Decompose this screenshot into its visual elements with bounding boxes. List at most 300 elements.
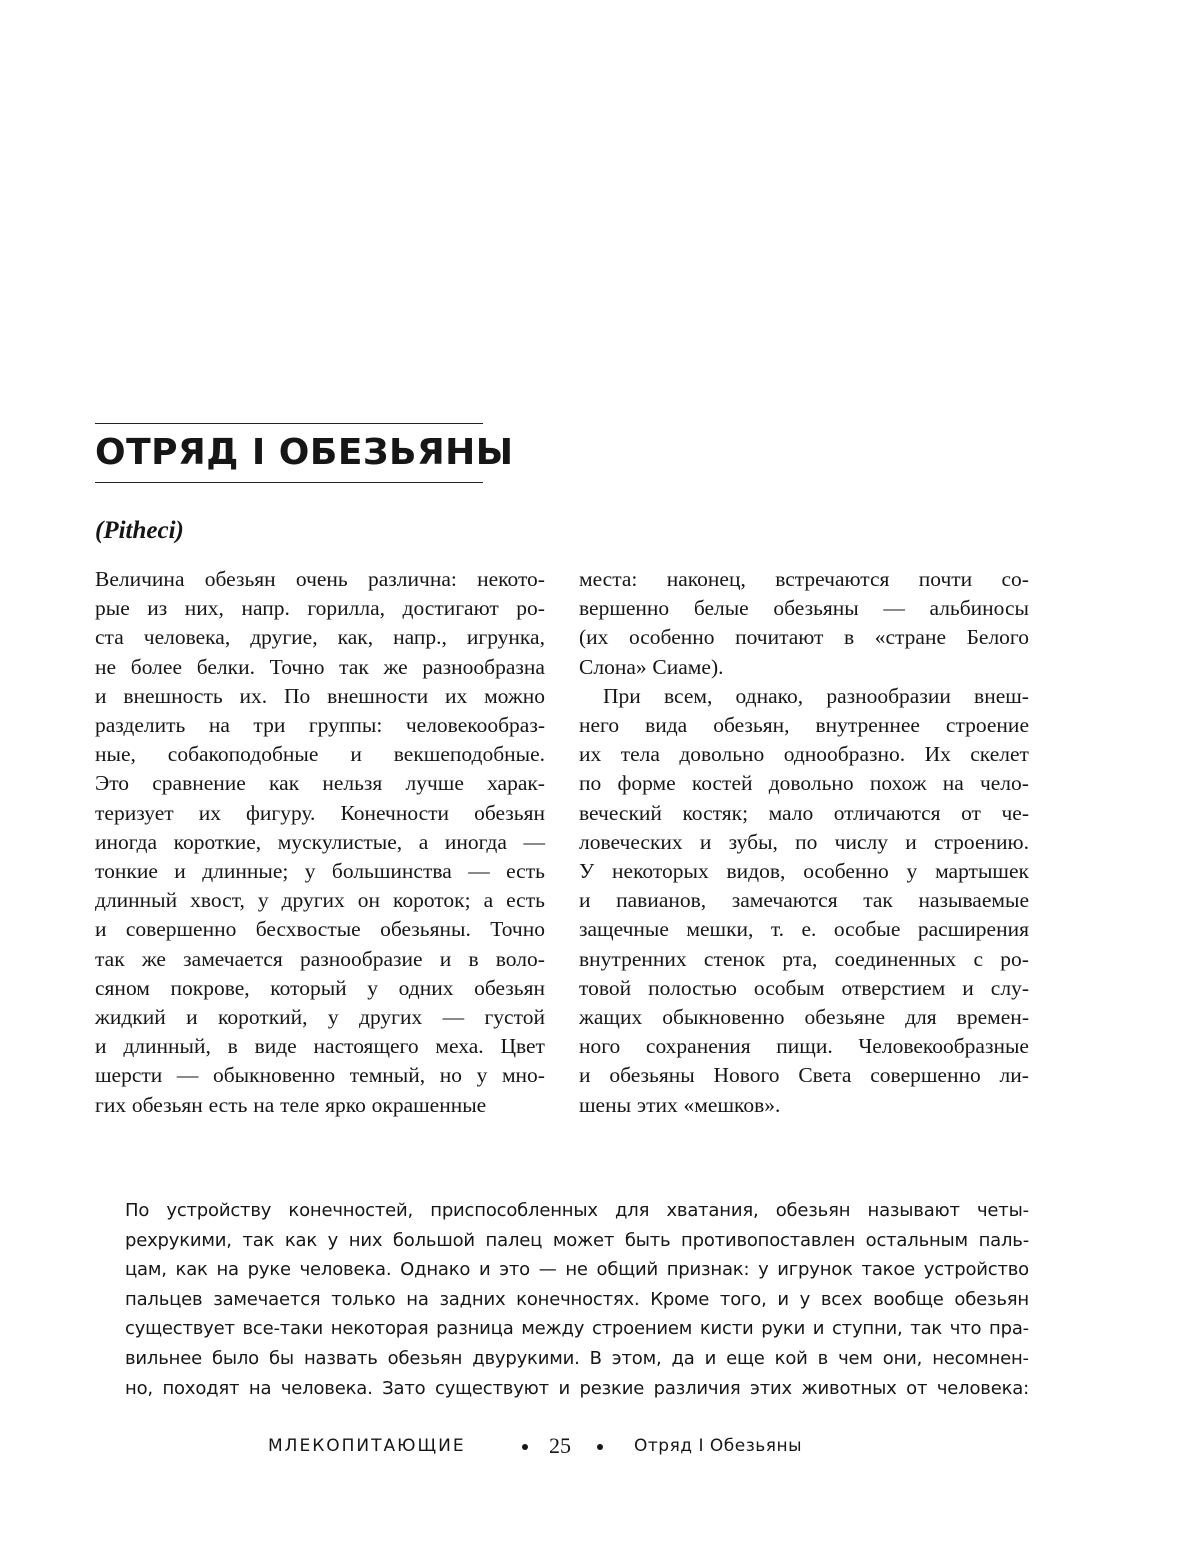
word: кисти bbox=[699, 1318, 754, 1340]
word: и bbox=[699, 829, 712, 854]
word: рые bbox=[95, 596, 130, 621]
text-line bbox=[579, 974, 1029, 1003]
word: сохранения bbox=[645, 1034, 751, 1059]
text-line bbox=[95, 1091, 545, 1120]
word: внеш- bbox=[974, 683, 1029, 708]
word: горилла, bbox=[307, 596, 386, 621]
word: и bbox=[777, 1288, 789, 1310]
word: как bbox=[284, 1229, 318, 1251]
word: Точно bbox=[490, 917, 545, 942]
word: хвост, bbox=[190, 888, 245, 913]
word: них, bbox=[184, 596, 224, 621]
word: ро- bbox=[516, 596, 545, 621]
word: — bbox=[883, 596, 905, 621]
word: виде bbox=[254, 1034, 297, 1059]
text-line bbox=[125, 1226, 1029, 1256]
word: форме bbox=[617, 771, 676, 796]
text-line bbox=[125, 1314, 1029, 1344]
word: у bbox=[304, 859, 316, 884]
text-line bbox=[125, 1344, 1029, 1374]
footer-section-title: МЛЕКОПИТАЮЩИЕ bbox=[268, 1436, 466, 1456]
word: приспособленных bbox=[430, 1200, 598, 1221]
word: меха. bbox=[435, 1034, 484, 1059]
word: только bbox=[331, 1288, 396, 1310]
word: вильнее bbox=[125, 1347, 202, 1369]
text-line bbox=[579, 857, 1029, 886]
word: шены bbox=[579, 1092, 632, 1117]
word: длинный, bbox=[123, 1034, 211, 1059]
text-line bbox=[95, 1032, 545, 1061]
word: группы: bbox=[308, 713, 383, 738]
word: кой bbox=[774, 1347, 808, 1369]
text-line bbox=[95, 594, 545, 623]
word: обезьян bbox=[204, 567, 276, 591]
word: пра- bbox=[989, 1318, 1029, 1340]
word: внутренних bbox=[579, 946, 687, 971]
text-line bbox=[125, 1374, 1029, 1404]
word: — bbox=[176, 1063, 199, 1088]
paragraph bbox=[125, 1196, 1029, 1403]
word: веческий bbox=[579, 800, 662, 825]
text-line bbox=[95, 653, 545, 682]
word: густой bbox=[484, 1005, 545, 1030]
word: Нового bbox=[713, 1063, 780, 1088]
word: у bbox=[327, 1229, 339, 1251]
word: в bbox=[844, 625, 855, 650]
word: как bbox=[269, 771, 300, 796]
word: обезьян bbox=[775, 1200, 851, 1221]
word: да bbox=[671, 1347, 695, 1369]
word: Зато bbox=[382, 1377, 426, 1399]
word: встречаются bbox=[775, 567, 890, 591]
word: несомнен- bbox=[932, 1347, 1029, 1369]
text-line bbox=[579, 1003, 1029, 1032]
text-line bbox=[95, 828, 545, 857]
word: костей bbox=[691, 771, 753, 796]
chapter-heading: ОТРЯД I ОБЕЗЬЯНЫ bbox=[95, 432, 514, 473]
word: короток; bbox=[392, 888, 471, 913]
word: а bbox=[418, 829, 429, 854]
word: назвать bbox=[303, 1347, 378, 1369]
word: так bbox=[863, 888, 893, 913]
text-line bbox=[579, 828, 1029, 857]
word: Величина bbox=[95, 567, 185, 591]
word: полостью bbox=[648, 975, 737, 1000]
word: так bbox=[242, 1229, 275, 1251]
word: игрунок bbox=[777, 1259, 853, 1281]
word: обезьяны bbox=[773, 596, 859, 621]
text-line bbox=[95, 974, 545, 1003]
word: человека. bbox=[280, 1377, 373, 1399]
text-line bbox=[95, 886, 545, 915]
text-line bbox=[579, 915, 1029, 944]
word: конечностей, bbox=[288, 1200, 414, 1221]
word: обезьян bbox=[474, 975, 545, 1000]
word: на bbox=[253, 1092, 275, 1117]
word: не bbox=[565, 1259, 588, 1281]
word: Белого bbox=[966, 625, 1029, 650]
word: почитают bbox=[735, 625, 824, 650]
word: у bbox=[367, 975, 379, 1000]
bottom-paragraph bbox=[125, 1196, 1029, 1403]
word: жидкий bbox=[95, 1005, 166, 1030]
text-line bbox=[579, 740, 1029, 769]
text-line bbox=[95, 740, 545, 769]
word: и bbox=[186, 1005, 198, 1030]
footer-chapter-title: Отряд I Обезьяны bbox=[634, 1436, 803, 1456]
word: в bbox=[227, 1034, 238, 1059]
word: По bbox=[125, 1200, 150, 1221]
word: но bbox=[439, 1063, 462, 1088]
word: еще bbox=[726, 1347, 765, 1369]
word: и bbox=[812, 1318, 825, 1340]
word: задних bbox=[439, 1288, 506, 1310]
word: со- bbox=[1001, 567, 1029, 591]
text-line bbox=[579, 623, 1029, 652]
word: и bbox=[439, 946, 452, 971]
word: обезьян bbox=[387, 1347, 463, 1369]
word: у bbox=[327, 1005, 339, 1030]
word: напр. bbox=[241, 596, 290, 621]
word: совершенно bbox=[125, 917, 237, 942]
word: их. bbox=[239, 683, 268, 708]
word: как bbox=[175, 1259, 208, 1281]
word: человекообраз- bbox=[405, 713, 545, 738]
word: иногда bbox=[444, 829, 507, 854]
word: — bbox=[442, 1005, 465, 1030]
word: так bbox=[910, 1318, 943, 1340]
text-line bbox=[125, 1196, 1029, 1226]
word: их bbox=[444, 683, 468, 708]
left-column bbox=[95, 565, 545, 1120]
word: от bbox=[906, 1377, 928, 1399]
word: короткий, bbox=[218, 1005, 308, 1030]
word: хватания, bbox=[666, 1200, 759, 1221]
page-number: 25 bbox=[549, 1433, 571, 1458]
word: строением bbox=[591, 1318, 693, 1340]
word: этих bbox=[636, 1092, 678, 1117]
text-line bbox=[95, 945, 545, 974]
word: — bbox=[468, 859, 490, 884]
word: замечается bbox=[213, 1288, 321, 1310]
word: разнообразна bbox=[422, 654, 545, 679]
word: особые bbox=[833, 917, 901, 942]
text-line bbox=[125, 1255, 1029, 1285]
word: для bbox=[905, 1005, 937, 1030]
text-line bbox=[579, 769, 1029, 798]
word: воло- bbox=[495, 946, 545, 971]
text-line bbox=[579, 886, 1029, 915]
word: теризует bbox=[95, 800, 174, 825]
text-line bbox=[579, 711, 1029, 740]
text-line bbox=[95, 857, 545, 886]
word: мало bbox=[768, 800, 814, 825]
word: чем bbox=[838, 1347, 873, 1369]
word: противопоставлен bbox=[681, 1229, 856, 1251]
word: тела bbox=[620, 742, 660, 767]
word: места: bbox=[579, 567, 638, 591]
word: строение bbox=[945, 713, 1029, 738]
word: слу- bbox=[990, 975, 1029, 1000]
word: него bbox=[579, 713, 620, 738]
word: окрашенные bbox=[371, 1092, 487, 1117]
word: есть bbox=[506, 859, 545, 884]
word: Это bbox=[95, 771, 130, 796]
word: цам, bbox=[125, 1259, 167, 1281]
word: соединенных bbox=[834, 946, 957, 971]
word: и bbox=[95, 1034, 107, 1059]
word: вообще bbox=[873, 1288, 944, 1310]
word: общий bbox=[596, 1259, 658, 1281]
word: резкие bbox=[579, 1377, 645, 1399]
word: такое bbox=[861, 1259, 916, 1281]
word: он bbox=[357, 888, 381, 913]
text-line bbox=[579, 1091, 1029, 1120]
word: собакоподобные bbox=[167, 742, 319, 767]
word: не bbox=[95, 654, 117, 679]
word: обезьян, bbox=[713, 713, 790, 738]
word: устройству bbox=[166, 1200, 272, 1221]
word: человека, bbox=[143, 625, 231, 650]
word: ро- bbox=[1000, 946, 1029, 971]
text-line bbox=[95, 682, 545, 711]
word: существует bbox=[125, 1318, 235, 1340]
word: что bbox=[949, 1318, 982, 1340]
word: человека. bbox=[299, 1259, 392, 1281]
word: некоторых bbox=[612, 859, 709, 884]
word: как, bbox=[337, 625, 374, 650]
word: довольно bbox=[768, 771, 854, 796]
word: можно bbox=[484, 683, 545, 708]
word: других bbox=[359, 1005, 423, 1030]
word: теле bbox=[280, 1092, 320, 1117]
word: ста bbox=[95, 625, 124, 650]
word: особенно bbox=[803, 859, 889, 884]
word: харак- bbox=[487, 771, 545, 796]
word: них bbox=[348, 1229, 383, 1251]
word: другие, bbox=[250, 625, 318, 650]
word: замечаются bbox=[731, 888, 838, 913]
word: три bbox=[253, 713, 286, 738]
word: из bbox=[147, 596, 168, 621]
chapter-heading-block bbox=[95, 423, 514, 483]
word: и bbox=[905, 829, 917, 854]
word: белки. bbox=[196, 654, 255, 679]
text-line bbox=[579, 565, 1029, 594]
word: одних bbox=[398, 975, 454, 1000]
word: (их bbox=[579, 625, 609, 650]
word: внутреннее bbox=[815, 713, 920, 738]
text-line bbox=[579, 594, 1029, 623]
text-line bbox=[95, 915, 545, 944]
word: костяк; bbox=[682, 800, 749, 825]
word: однообразно. bbox=[783, 742, 906, 767]
word: ступни, bbox=[831, 1318, 903, 1340]
text-line bbox=[95, 769, 545, 798]
word: этих bbox=[750, 1377, 792, 1399]
word: мартышек bbox=[935, 859, 1029, 884]
word: белые bbox=[693, 596, 749, 621]
word: павианов, bbox=[616, 888, 707, 913]
word: — bbox=[538, 1259, 557, 1281]
word: довольно bbox=[679, 742, 765, 767]
word: нельзя bbox=[322, 771, 383, 796]
word: их bbox=[579, 742, 602, 767]
word: человека: bbox=[936, 1377, 1029, 1399]
word: короткие, bbox=[173, 829, 262, 854]
word: длинный bbox=[95, 888, 178, 913]
word: это bbox=[499, 1259, 530, 1281]
word: обыкновенно bbox=[212, 1063, 336, 1088]
word: признак: bbox=[666, 1259, 750, 1281]
word: всем, bbox=[663, 683, 713, 708]
word: ного bbox=[579, 1034, 621, 1059]
text-line bbox=[579, 799, 1029, 828]
word: называемые bbox=[918, 888, 1029, 913]
word: т. bbox=[770, 917, 785, 942]
word: животных bbox=[801, 1377, 897, 1399]
word: По bbox=[283, 683, 311, 708]
word: обезьян bbox=[954, 1288, 1029, 1310]
word: — bbox=[523, 829, 545, 854]
word: большинства bbox=[331, 859, 452, 884]
word: покрове, bbox=[170, 975, 250, 1000]
word: и bbox=[478, 1259, 491, 1281]
text-line bbox=[95, 1061, 545, 1090]
word: ли- bbox=[999, 1063, 1029, 1088]
word: отличаются bbox=[833, 800, 941, 825]
word: зубы, bbox=[728, 829, 778, 854]
word: бесхвостые bbox=[255, 917, 361, 942]
word: похож bbox=[869, 771, 927, 796]
paragraph bbox=[579, 682, 1029, 1120]
word: очень bbox=[295, 567, 348, 591]
word: «мешков». bbox=[683, 1092, 781, 1117]
word: Слона» bbox=[579, 654, 647, 679]
word: между bbox=[521, 1318, 585, 1340]
word: разнообразие bbox=[299, 946, 423, 971]
word: разделить bbox=[95, 713, 186, 738]
word: сравнение bbox=[152, 771, 246, 796]
text-line bbox=[579, 682, 1029, 711]
word: же bbox=[141, 946, 166, 971]
word: ловеческих bbox=[579, 829, 683, 854]
word: сяном bbox=[95, 975, 150, 1000]
word: пищи. bbox=[776, 1034, 833, 1059]
word: игрунка, bbox=[466, 625, 545, 650]
right-column bbox=[579, 565, 1029, 1120]
footer-bullet bbox=[522, 1444, 528, 1450]
word: Цвет bbox=[500, 1034, 545, 1059]
word: и bbox=[579, 1063, 591, 1088]
word: Света bbox=[798, 1063, 852, 1088]
word: от bbox=[961, 800, 981, 825]
word: у bbox=[758, 1259, 769, 1281]
word: достигают bbox=[402, 596, 499, 621]
word: различна: bbox=[367, 567, 457, 591]
word: и bbox=[962, 975, 974, 1000]
word: векшеподобные. bbox=[393, 742, 545, 767]
word: они, bbox=[882, 1347, 923, 1369]
word: того, bbox=[719, 1288, 767, 1310]
word: однако, bbox=[735, 683, 804, 708]
word: скелет bbox=[970, 742, 1029, 767]
text-line bbox=[95, 565, 545, 594]
word: четы- bbox=[976, 1200, 1029, 1221]
word: настоящего bbox=[313, 1034, 419, 1059]
word: двурукими. bbox=[472, 1347, 580, 1369]
word: Кроме bbox=[650, 1288, 710, 1310]
word: строению. bbox=[933, 829, 1029, 854]
word: у bbox=[476, 1063, 488, 1088]
word: в bbox=[817, 1347, 829, 1369]
word: но, bbox=[125, 1377, 153, 1399]
word: обезьяне bbox=[804, 1005, 885, 1030]
word: существуют bbox=[435, 1377, 549, 1399]
word: мускулистые, bbox=[277, 829, 403, 854]
word: наконец, bbox=[666, 567, 746, 591]
word: Точно bbox=[269, 654, 325, 679]
word: конечностях. bbox=[516, 1288, 640, 1310]
text-line bbox=[125, 1285, 1029, 1315]
word: Сиаме). bbox=[652, 654, 724, 679]
word: и bbox=[95, 917, 107, 942]
word: и bbox=[558, 1377, 570, 1399]
word: ярко bbox=[325, 1092, 366, 1117]
word: В bbox=[589, 1347, 602, 1369]
word: Конечности bbox=[340, 800, 450, 825]
word: длинные; bbox=[202, 859, 289, 884]
word: защечные bbox=[579, 917, 669, 942]
word: мно- bbox=[501, 1063, 545, 1088]
word: видов, bbox=[726, 859, 786, 884]
word: совершенно bbox=[870, 1063, 981, 1088]
word: этом, bbox=[611, 1347, 662, 1369]
word: иногда bbox=[95, 829, 157, 854]
word: разнообразии bbox=[826, 683, 951, 708]
word: вершенно bbox=[579, 596, 670, 621]
word: особым bbox=[753, 975, 825, 1000]
word: товой bbox=[579, 975, 632, 1000]
word: бы bbox=[269, 1347, 294, 1369]
word: может bbox=[552, 1229, 615, 1251]
word: замечается bbox=[183, 946, 283, 971]
word: и bbox=[579, 888, 591, 913]
word: пальцев bbox=[125, 1288, 203, 1310]
word: походят bbox=[162, 1377, 240, 1399]
word: тонкие bbox=[95, 859, 158, 884]
word: а bbox=[483, 888, 494, 913]
word: в bbox=[468, 946, 479, 971]
word: напр., bbox=[393, 625, 447, 650]
word: палец bbox=[485, 1229, 543, 1251]
word: Человекообразные bbox=[858, 1034, 1029, 1059]
text-line bbox=[95, 1003, 545, 1032]
word: и bbox=[350, 742, 362, 767]
word: все-таки bbox=[242, 1318, 324, 1340]
word: у bbox=[257, 888, 269, 913]
word: гих bbox=[95, 1092, 127, 1117]
text-line bbox=[579, 653, 1029, 682]
word: их bbox=[198, 800, 221, 825]
word: есть bbox=[208, 1092, 248, 1117]
word: и bbox=[704, 1347, 717, 1369]
word: ные, bbox=[95, 742, 136, 767]
word: темный, bbox=[349, 1063, 426, 1088]
word: было bbox=[211, 1347, 259, 1369]
word: чело- bbox=[979, 771, 1029, 796]
word: расширения bbox=[917, 917, 1029, 942]
